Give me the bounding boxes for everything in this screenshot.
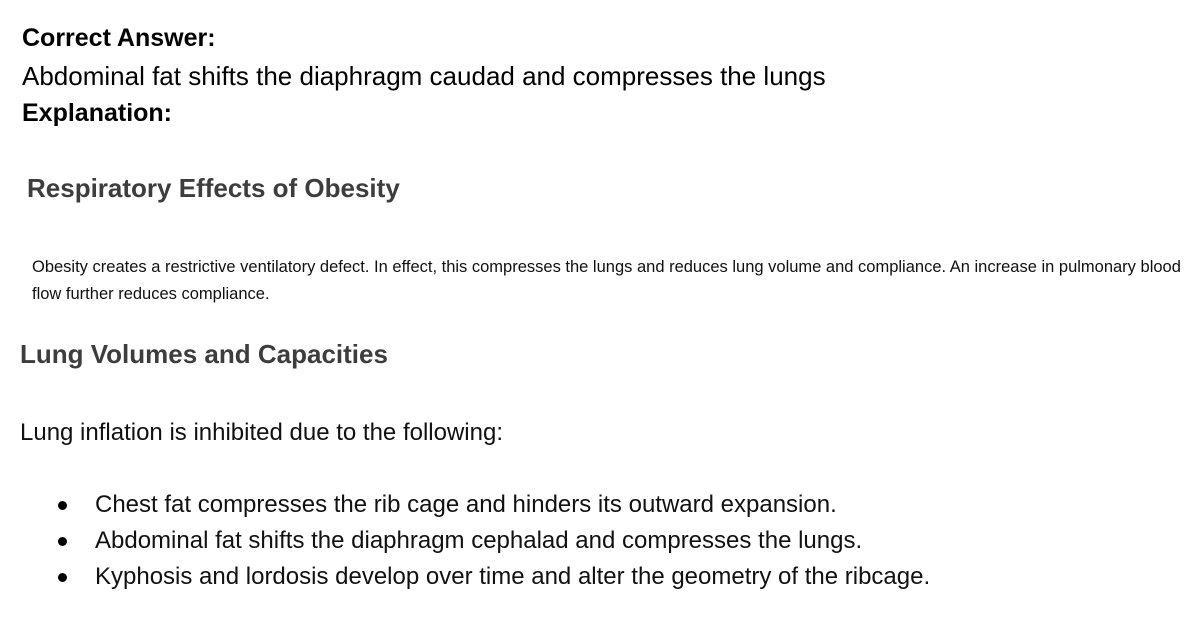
section-heading-respiratory-effects: Respiratory Effects of Obesity xyxy=(27,173,400,203)
explanation-label: Explanation: xyxy=(22,99,173,127)
list-item-text: Abdominal fat shifts the diaphragm cephalad and compresses the lungs. xyxy=(95,527,863,554)
bullet-icon xyxy=(58,501,67,510)
list-item-text: Kyphosis and lordosis develop over time and alter the geometry of the ribcage. xyxy=(95,563,931,590)
section-paragraph-respiratory-effects: Obesity creates a restrictive ventilatory defect. In effect, this compresses the lungs and reduces lung volume and compliance. An increase in pulmonary blood flow further reduces compliance. xyxy=(32,258,1181,303)
bullet-icon xyxy=(58,573,67,582)
correct-answer-label: Correct Answer: xyxy=(22,24,216,52)
list-item-text: Chest fat compresses the rib cage and hinders its outward expansion. xyxy=(95,491,837,518)
bullet-icon xyxy=(58,537,67,546)
section-heading-lung-volumes: Lung Volumes and Capacities xyxy=(20,339,388,369)
correct-answer-text: Abdominal fat shifts the diaphragm caudad and compresses the lungs xyxy=(22,61,826,91)
section-intro-text: Lung inflation is inhibited due to the following: xyxy=(20,419,503,446)
